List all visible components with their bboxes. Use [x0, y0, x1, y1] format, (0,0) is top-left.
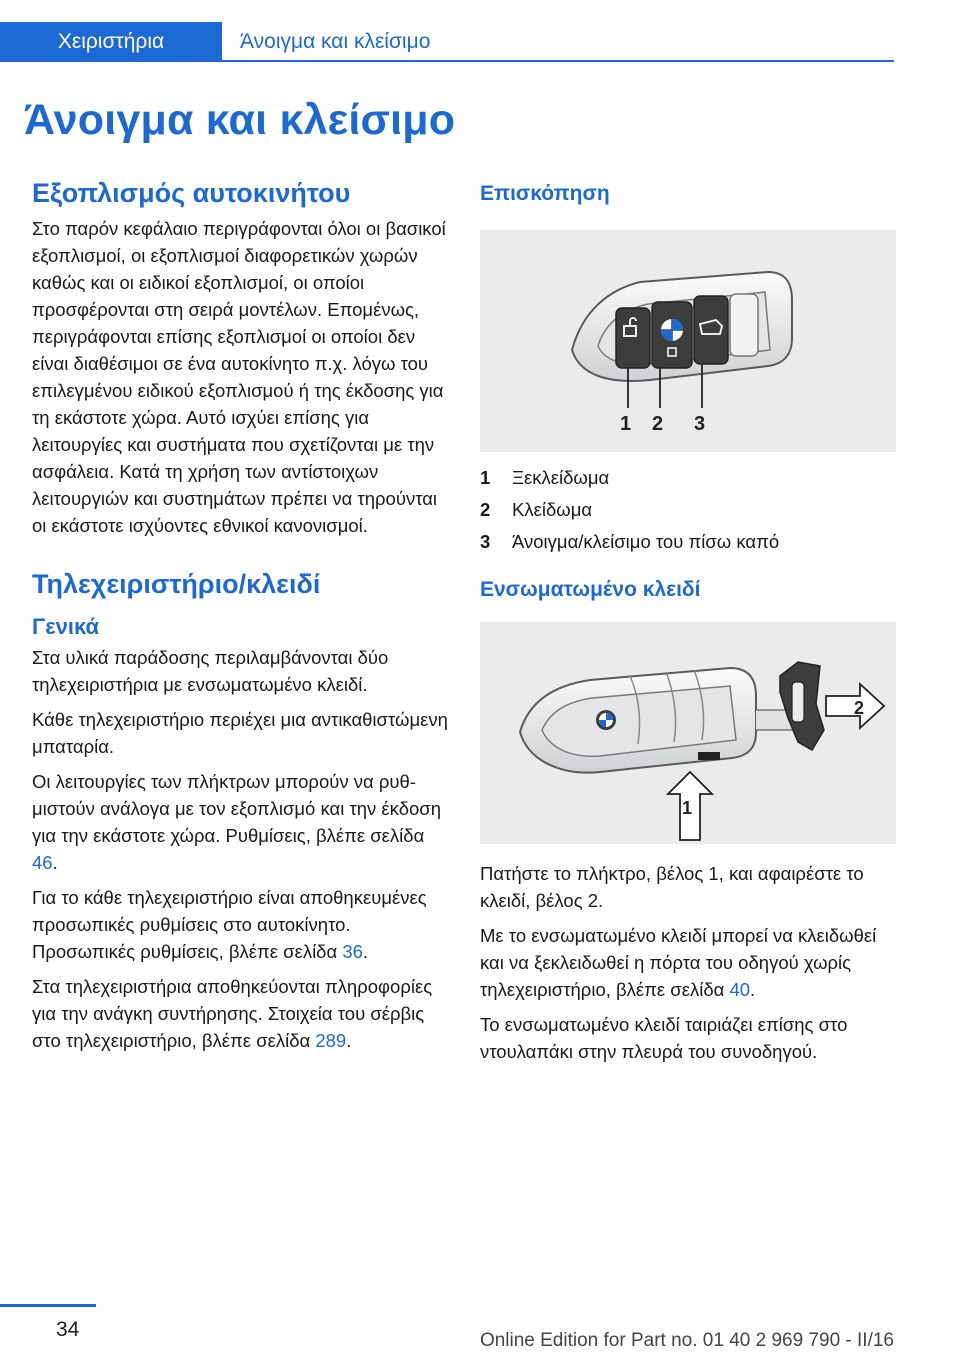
integrated-key-illustration [480, 622, 896, 844]
section-remote-key-title: Τηλεχειριστήριο/κλειδί [32, 569, 321, 599]
page-link-36[interactable]: 36 [342, 941, 363, 962]
legend-item-tailgate: 3 Άνοιγμα/κλείσιμο του πίσω καπό [480, 531, 780, 552]
integrated-key-figure [480, 622, 896, 844]
general-paragraph-5: Στα τηλεχειριστήρια αποθηκεύονται πληροφορίες για την ανάγκη συντήρησης. Στοιχεία του σέρβις στο τηλεχειριστήριο, βλέπε σελίδα 289. [32, 976, 433, 1051]
page-link-289[interactable]: 289 [315, 1030, 347, 1051]
top-bar [0, 0, 960, 62]
arrow-1-label: 1 [682, 798, 693, 818]
legend-item-unlock: 1 Ξεκλείδωμα [480, 467, 610, 488]
page-link-40[interactable]: 40 [729, 979, 751, 1000]
left-column [32, 178, 452, 1062]
callout-3: 3 [694, 413, 706, 435]
right-column [480, 178, 896, 1073]
subsection-general-title: Γενικά [32, 614, 100, 639]
page-title: Άνοιγμα και κλείσιμο [24, 96, 456, 144]
footer-divider [0, 1304, 96, 1307]
callout-2: 2 [652, 413, 664, 435]
general-paragraph-3: Οι λειτουργίες των πλήκτρων μπορούν να ρυθμιστούν ανάλογα με τον εξοπλισμό και την έκδοση για την εκάστοτε χώρα. Ρυθμίσεις, βλέπε σελίδα 46. [32, 771, 441, 873]
callout-1: 1 [620, 413, 632, 435]
general-paragraph-1: Στα υλικά παράδοσης περιλαμβάνονται δύο τηλεχειριστήρια με ενσωματωμένο κλειδί. [32, 647, 389, 695]
integrated-key-title: Ενσωματωμένο κλειδί [480, 578, 701, 601]
edition-footer: Online Edition for Part no. 01 40 2 969 790 - II/16 [479, 1330, 894, 1351]
general-paragraph-2: Κάθε τηλεχειριστήριο περιέχει μια αντικαθιστώμενη μπαταρία. [32, 709, 448, 757]
key-paragraph-3: Το ενσωματωμένο κλειδί ταιριάζει επίσης στο ντουλαπάκι στην πλευρά του συνοδηγού. [480, 1014, 848, 1062]
remote-control-figure [480, 230, 896, 452]
general-paragraph-4: Για το κάθε τηλεχειριστήριο είναι αποθηκευμένες προσωπικές ρυθμίσεις στο αυτοκίνητο. Προσωπικές ρυθμίσεις, βλέπε σελίδα 36. [32, 887, 427, 962]
tab-controls[interactable]: Χειριστήρια [0, 22, 222, 62]
button-legend [480, 462, 896, 558]
overview-title: Επισκόπηση [480, 182, 610, 205]
header-divider [222, 60, 894, 62]
page-number: 34 [56, 1318, 80, 1341]
legend-item-lock: 2 Κλείδωμα [480, 499, 593, 520]
tab-opening-closing[interactable]: Άνοιγμα και κλείσιμο [240, 30, 431, 53]
vehicle-equipment-text: Στο παρόν κεφάλαιο περιγράφονται όλοι οι βασικοί εξοπλισμοί, οι εξοπλισμοί διαφορετικών χωρών καθώς και οι ειδικοί εξοπλισμοί, οι οποίοι προσφέρονται στη σειρά μοντέλων. Επομένως, περιγράφονται επίσης εξοπλισμοί οι οποίοι δεν είναι διαθέσιμοι σε ένα αυτοκίνητο π.χ. λόγω του επιλεγμένου ειδικού εξοπλισμού ή της έκδοσης για τη εκάστοτε χώρα. Αυτό ισχύει επίσης για λειτουργίες και συστήματα που σχετίζονται με την ασφάλεια. Κατά τη χρήση των αντίστοιχων λειτουργιών και συστημάτων πρέπει να τηρούνται οι εκάστοτε ισχύοντες εθνικοί κανονισμοί. [32, 218, 446, 536]
arrow-2-label: 2 [854, 698, 865, 718]
key-paragraph-2: Με το ενσωματωμένο κλειδί μπορεί να κλειδωθεί και να ξεκλειδωθεί η πόρτα του οδηγού χωρίς τηλεχειριστήριο, βλέπε σελίδα 40. [480, 925, 877, 1000]
remote-control-illustration [480, 230, 896, 452]
key-paragraph-1: Πατήστε το πλήκτρο, βέλος 1, και αφαιρέστε το κλειδί, βέλος 2. [480, 863, 864, 911]
page-link-46[interactable]: 46 [32, 852, 53, 873]
section-vehicle-equipment-title: Εξοπλισμός αυτοκινήτου [32, 178, 351, 208]
